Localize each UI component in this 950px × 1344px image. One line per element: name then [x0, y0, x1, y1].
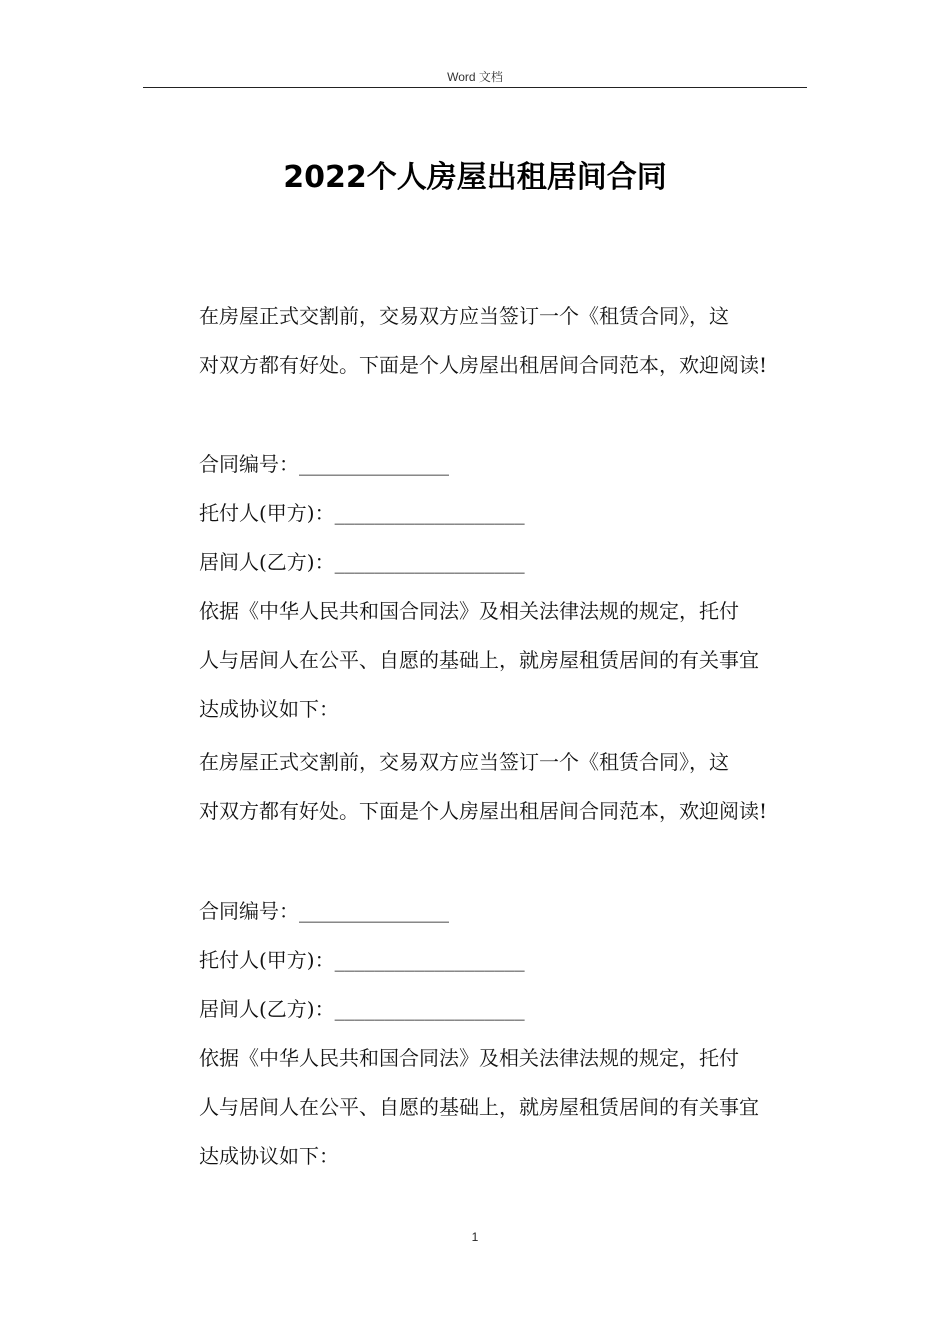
- basis-line: 人与居间人在公平、自愿的基础上，就房屋租赁居间的有关事宜: [199, 648, 759, 672]
- party-a-field: 托付人(甲方)：___________________: [199, 948, 525, 972]
- contract-number-field: 合同编号：_______________: [199, 452, 449, 476]
- page-header-label: Word 文档: [447, 70, 503, 84]
- basis-line: 依据《中华人民共和国合同法》及相关法律法规的规定，托付: [199, 599, 739, 623]
- basis-line: 依据《中华人民共和国合同法》及相关法律法规的规定，托付: [199, 1046, 739, 1070]
- basis-line: 达成协议如下：: [199, 697, 339, 721]
- contract-fields-2: [179, 887, 819, 1181]
- basis-paragraph-1: [179, 587, 819, 734]
- party-b-field: 居间人(乙方)：___________________: [199, 997, 525, 1021]
- intro-paragraph-1: [179, 292, 819, 390]
- intro-line: 对双方都有好处。下面是个人房屋出租居间合同范本，欢迎阅读!: [199, 799, 768, 823]
- basis-line: 达成协议如下：: [199, 1144, 339, 1168]
- party-a-field: 托付人(甲方)：___________________: [199, 501, 525, 525]
- basis-line: 人与居间人在公平、自愿的基础上，就房屋租赁居间的有关事宜: [199, 1095, 759, 1119]
- document-title: 2022个人房屋出租居间合同: [283, 160, 667, 195]
- intro-line: 在房屋正式交割前，交易双方应当签订一个《租赁合同》，这: [199, 750, 729, 774]
- contract-fields-1: [179, 440, 819, 734]
- intro-line: 对双方都有好处。下面是个人房屋出租居间合同范本，欢迎阅读!: [199, 353, 768, 377]
- basis-paragraph-2: [179, 1034, 819, 1181]
- header-rule: [143, 87, 807, 88]
- intro-paragraph-2: [179, 738, 819, 836]
- contract-number-field: 合同编号：_______________: [199, 899, 449, 923]
- party-b-field: 居间人(乙方)：___________________: [199, 550, 525, 574]
- page-number: 1: [471, 1230, 479, 1244]
- intro-line: 在房屋正式交割前，交易双方应当签订一个《租赁合同》，这: [199, 304, 729, 328]
